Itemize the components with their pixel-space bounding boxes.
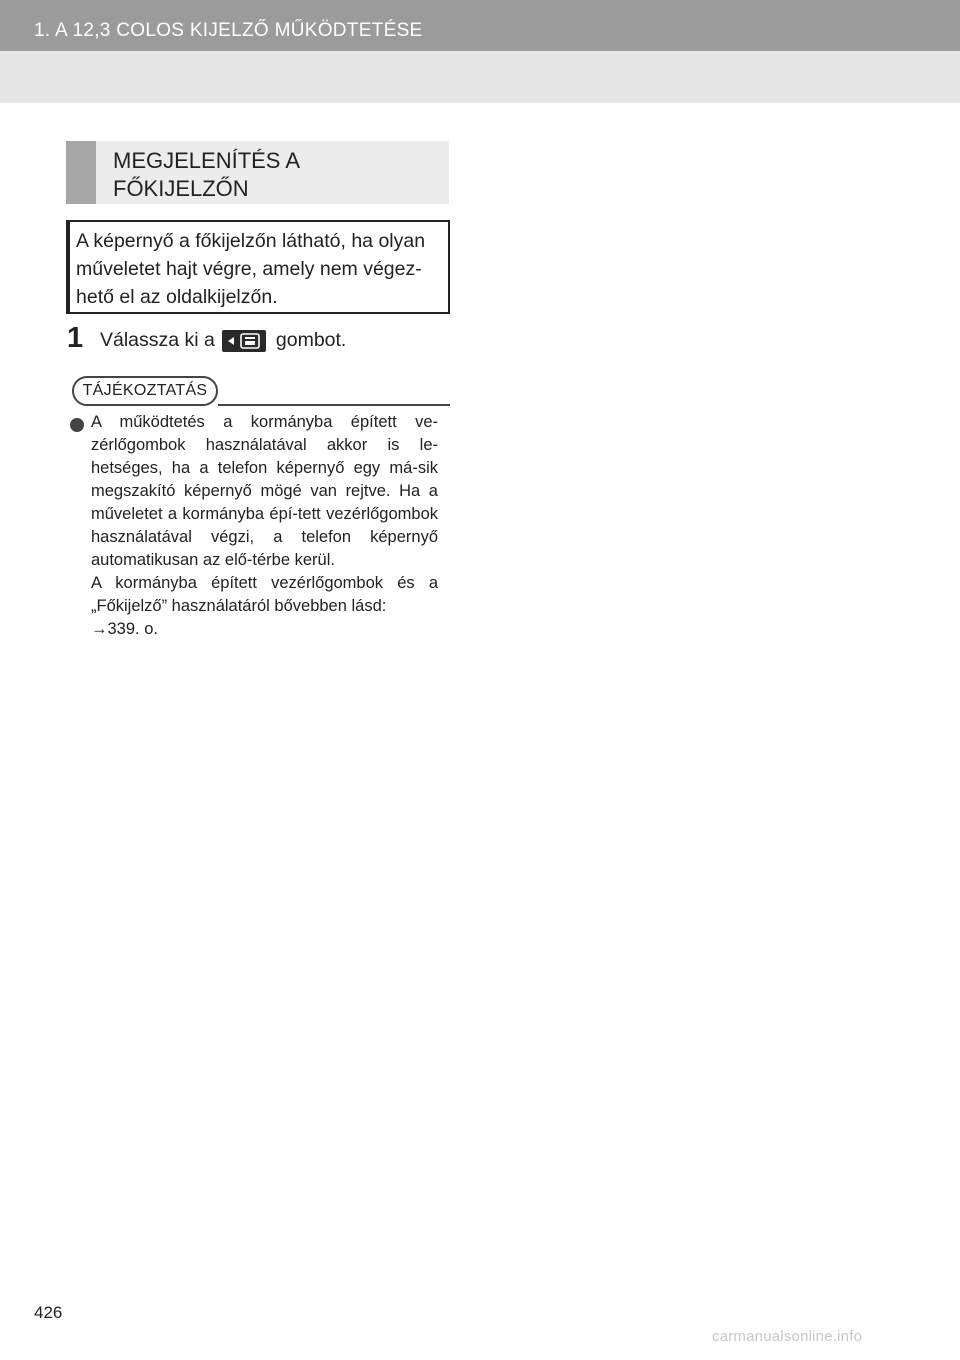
step-text-after: gombot.	[275, 329, 347, 351]
phone-screen-icon	[222, 330, 266, 352]
page-number: 426	[34, 1303, 63, 1322]
section-title: MEGJELENÍTÉS A FŐKIJELZŐN	[113, 148, 299, 201]
info-divider	[218, 404, 450, 406]
step-number: 1	[67, 322, 84, 354]
step-instruction	[100, 329, 346, 352]
info-reference-link[interactable]: →339. o.	[91, 620, 158, 638]
chapter-title: 1. A 12,3 COLOS KIJELZŐ MŰKÖDTETÉSE	[34, 20, 423, 41]
info-paragraph-2: A kormányba épített vezérlőgombok és a „Főkijelző” használatáról bővebben lásd:	[91, 574, 438, 615]
intro-text: A képernyő a főkijelzőn látható, ha olyan műveletet hajt végre, amely nem végez-hető el az oldalkijelzőn.	[76, 230, 426, 308]
section-title-box	[66, 141, 449, 204]
watermark: carmanualsonline.info	[712, 1328, 863, 1345]
info-label: TÁJÉKOZTATÁS	[72, 376, 218, 406]
info-body	[91, 411, 438, 641]
bullet-icon	[70, 418, 84, 432]
step-text-before: Válassza ki a	[100, 329, 215, 351]
header-bar	[0, 0, 960, 51]
section-title-accent	[66, 141, 96, 204]
intro-box	[66, 220, 450, 314]
info-paragraph-1: A működtetés a kormányba épített ve-zérlőgombok használatával akkor is le-hetséges, ha a telefon képernyő egy má-sik megszakító képernyő mögé van rejtve. Ha a műveletet a kormányba épí-tett vezérlőgombok használatával végzi, a telefon képernyő automatikusan az elő-térbe kerül.	[91, 413, 438, 569]
